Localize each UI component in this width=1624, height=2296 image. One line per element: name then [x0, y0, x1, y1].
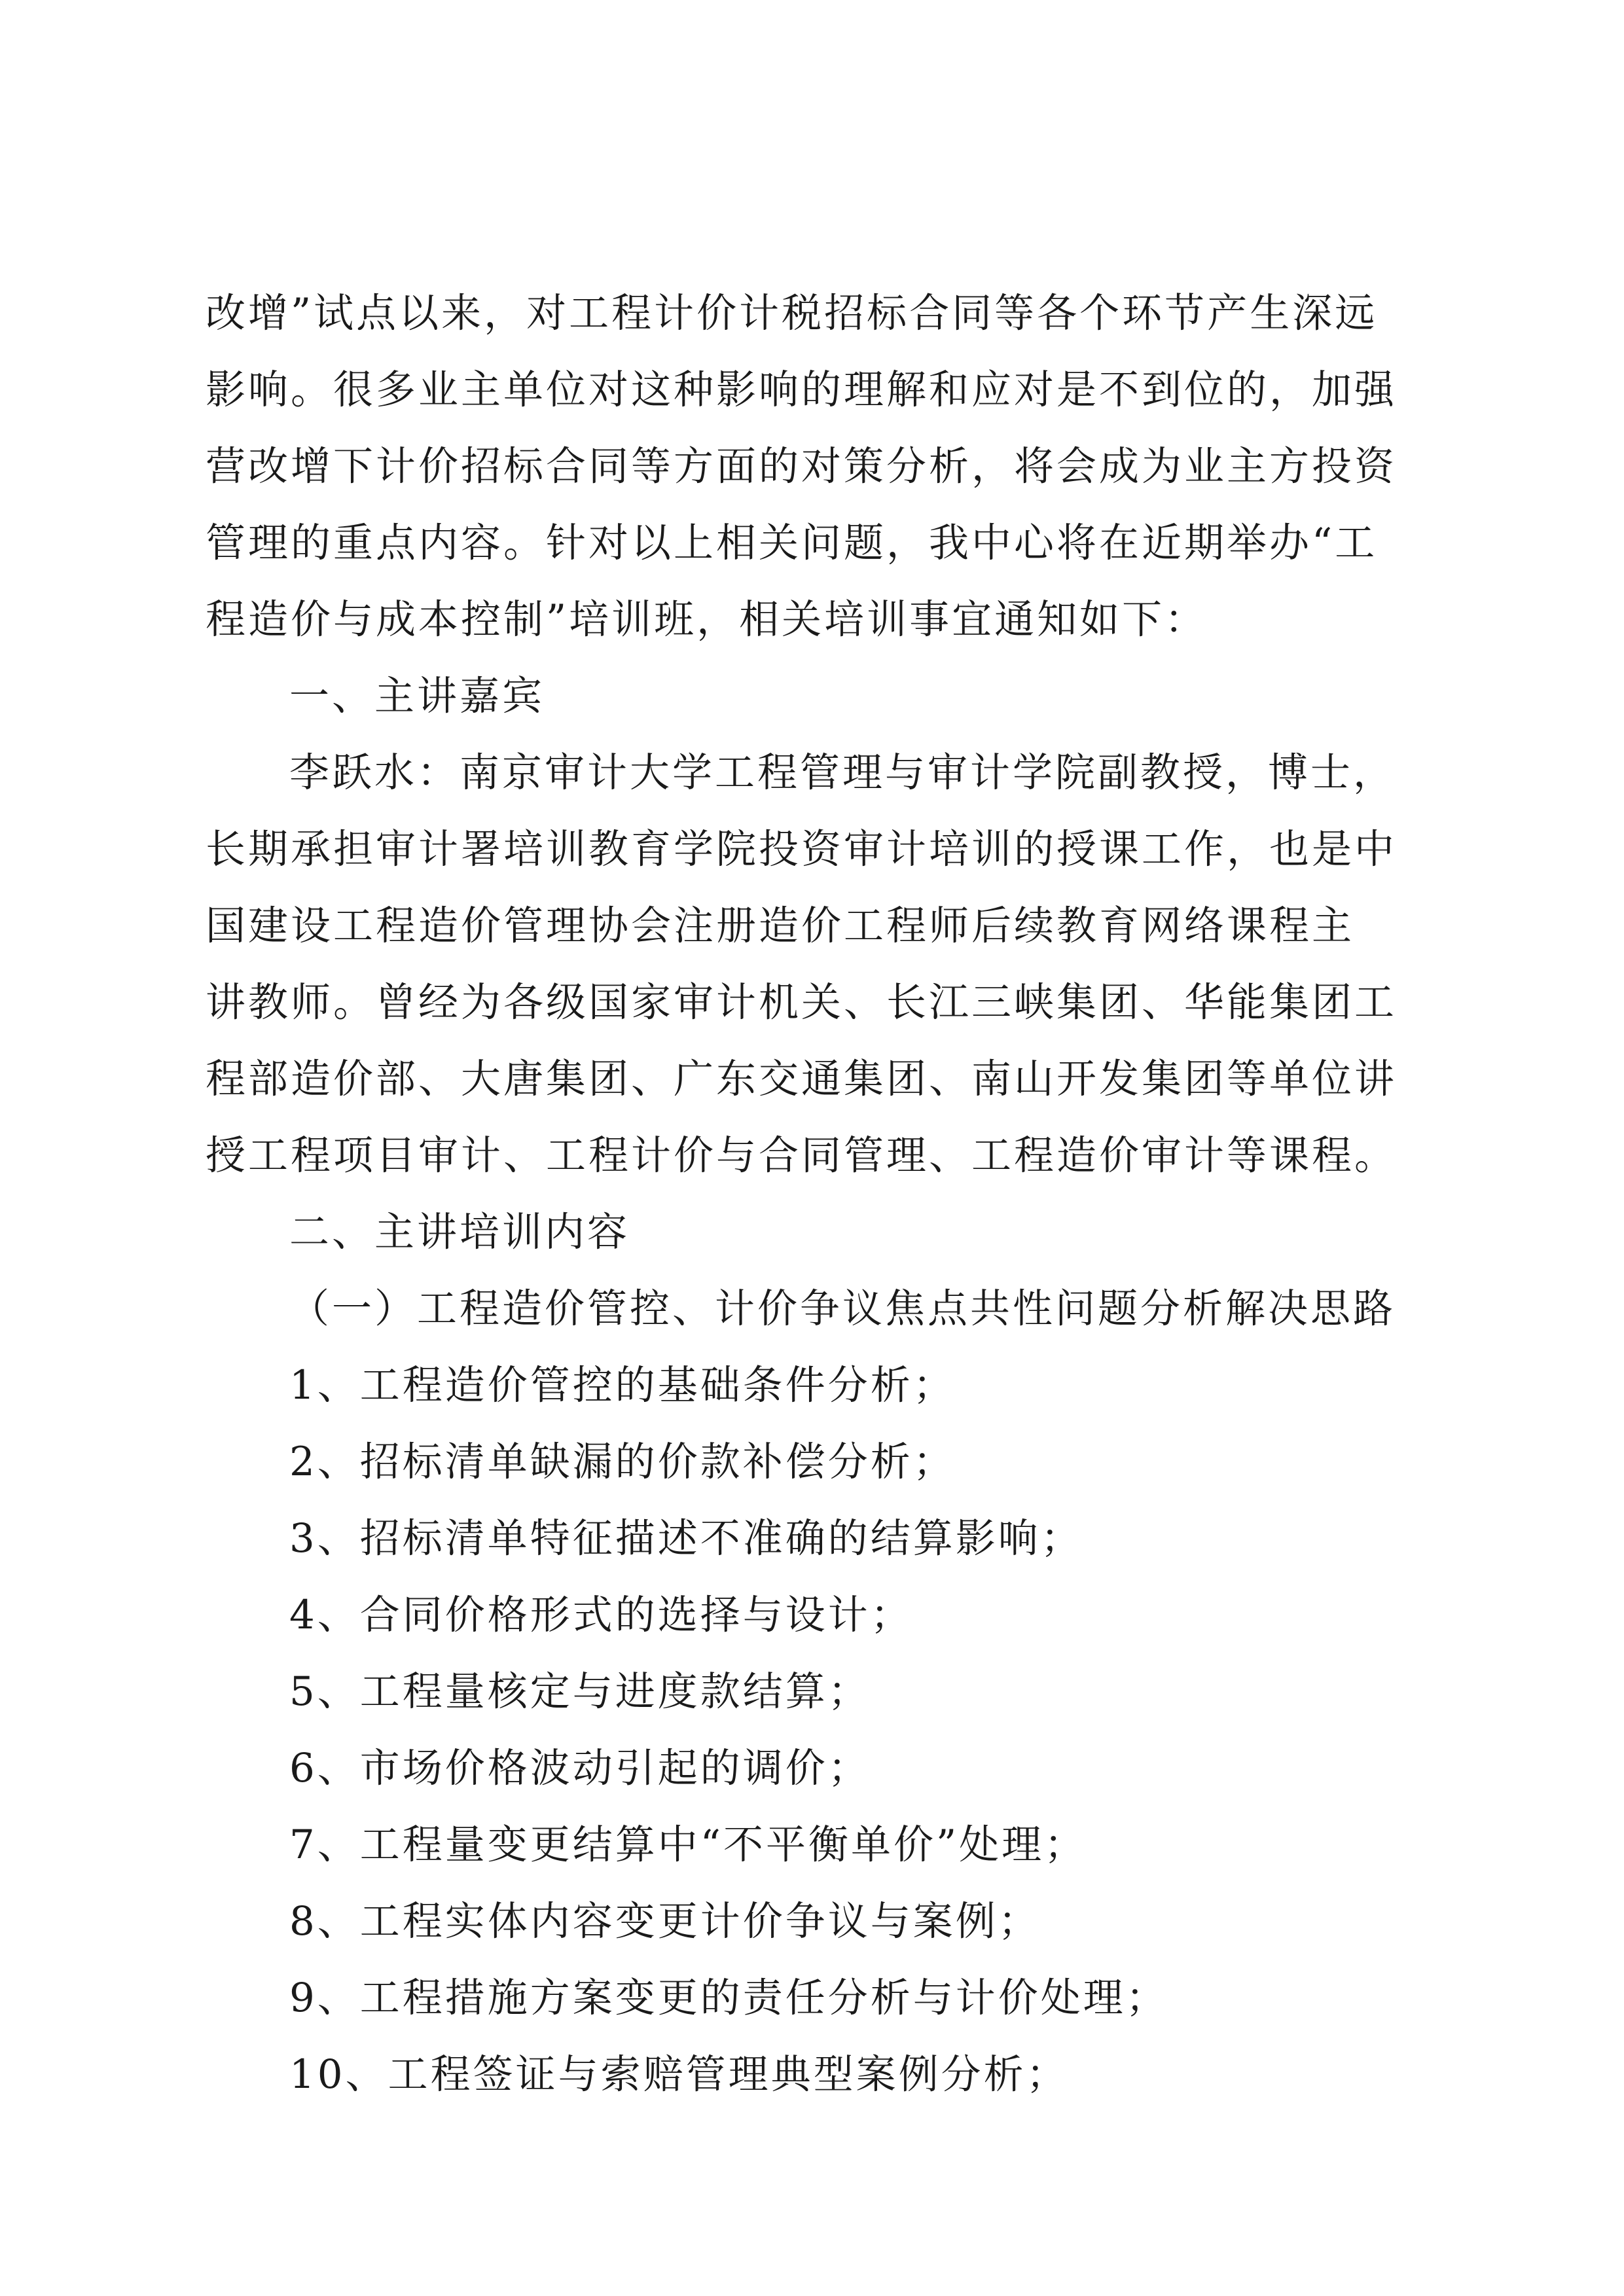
- text-line: 授工程项目审计、工程计价与合同管理、工程造价审计等课程。: [206, 1132, 1398, 1179]
- list-item: 6、市场价格波动引起的调价；: [289, 1745, 871, 1791]
- subsection-heading: （一）工程造价管控、计价争议焦点共性问题分析解决思路: [289, 1285, 1396, 1332]
- text-line: 营改增下计价招标合同等方面的对策分析，将会成为业主方投资: [206, 443, 1398, 490]
- text-line: 长期承担审计署培训教育学院投资审计培训的授课工作，也是中: [206, 826, 1398, 872]
- section-heading-content: 二、主讲培训内容: [289, 1209, 630, 1255]
- text-line: 改增”试点以来，对工程计价计税招标合同等各个环节产生深远: [206, 290, 1378, 336]
- list-item: 7、工程量变更结算中“不平衡单价”处理；: [289, 1821, 1087, 1868]
- document-body: [206, 275, 1436, 2113]
- text-line: 程部造价部、大唐集团、广东交通集团、南山开发集团等单位讲: [206, 1056, 1398, 1102]
- list-item: 10、工程签证与索赔管理典型案例分析；: [289, 2051, 1069, 2098]
- list-item: 9、工程措施方案变更的责任分析与计价处理；: [289, 1975, 1168, 2021]
- text-line: 国建设工程造价管理协会注册造价工程师后续教育网络课程主: [206, 903, 1355, 949]
- text-line: 影响。很多业主单位对这种影响的理解和应对是不到位的，加强: [206, 367, 1398, 413]
- list-item: 8、工程实体内容变更计价争议与案例；: [289, 1898, 1041, 1945]
- list-item: 2、招标清单缺漏的价款补偿分析；: [289, 1439, 956, 1485]
- text-line: 程造价与成本控制”培训班，相关培训事宜通知如下：: [206, 596, 1208, 643]
- list-item: 3、招标清单特征描述不准确的结算影响；: [289, 1515, 1083, 1562]
- list-item: 5、工程量核定与进度款结算；: [289, 1668, 871, 1715]
- text-line: 讲教师。曾经为各级国家审计机关、长江三峡集团、华能集团工: [206, 979, 1398, 1026]
- text-line: 管理的重点内容。针对以上相关问题，我中心将在近期举办“工: [206, 520, 1378, 566]
- text-line: 李跃水：南京审计大学工程管理与审计学院副教授，博士，: [289, 749, 1396, 796]
- speaker-paragraph: [206, 734, 1436, 1194]
- list-item: 4、合同价格形式的选择与设计；: [289, 1592, 913, 1638]
- list-item: 1、工程造价管控的基础条件分析；: [289, 1362, 956, 1408]
- intro-paragraph: [206, 275, 1436, 658]
- section-heading-speaker: 一、主讲嘉宾: [289, 673, 545, 719]
